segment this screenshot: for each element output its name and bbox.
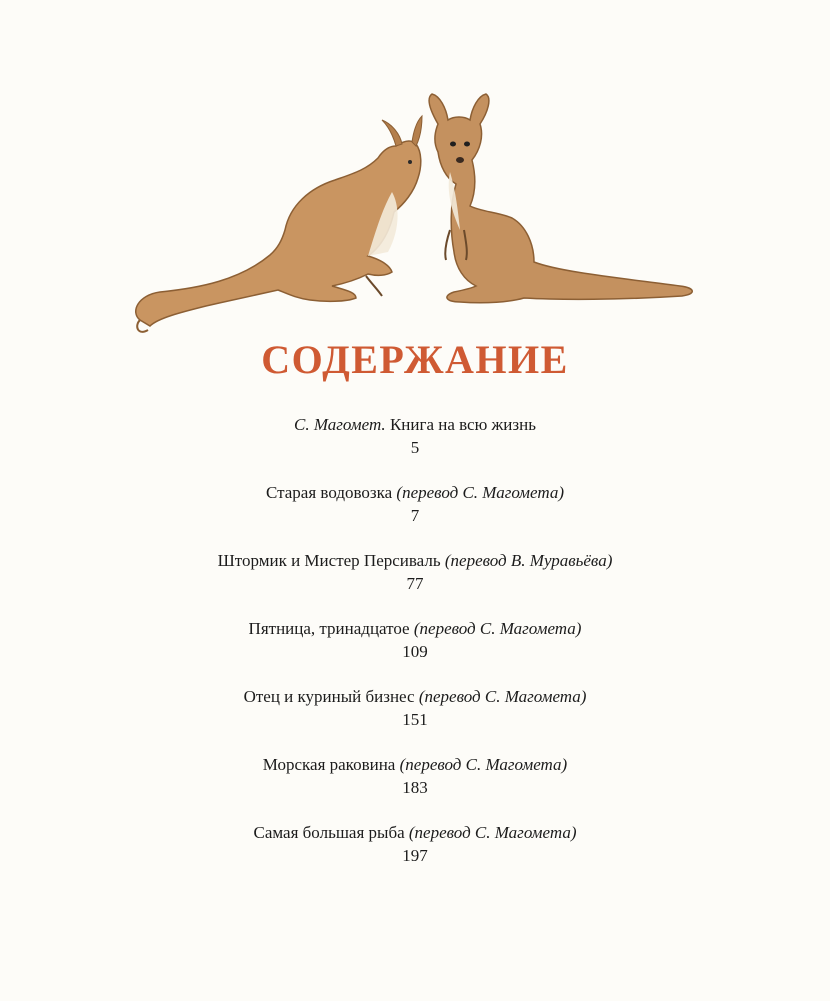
entry-translator-note: (перевод С. Магомета) [413,619,582,638]
entry-page-number: 77 [406,574,424,593]
entry-translator-note: (перевод С. Магомета) [418,687,587,706]
entry-translator-note: (перевод В. Муравьёва) [444,551,613,570]
entry-line [0,618,830,640]
entry-title: Пятница, тринадцатое [248,619,410,638]
right-kangaroo [429,94,692,303]
toc-entry[interactable] [0,618,830,686]
entry-page-number: 109 [402,642,428,661]
toc-entry[interactable] [0,482,830,550]
entry-translator-note: (перевод С. Магомета) [396,483,564,502]
toc-entry[interactable] [0,686,830,754]
entry-translator-note: (перевод С. Магомета) [399,755,568,774]
entry-title: Самая большая рыба [253,823,405,842]
entry-title: Отец и куриный бизнес [243,687,415,706]
entry-line [0,550,830,572]
entry-line [0,414,830,436]
entry-page-number: 183 [402,778,428,797]
entry-page-number: 151 [402,710,428,729]
toc-entry[interactable] [0,414,830,482]
left-kangaroo [136,116,422,332]
entry-author: С. Магомет. [294,415,386,434]
page-title: СОДЕРЖАНИЕ [261,337,569,382]
entry-title: Старая водовозка [266,483,393,502]
toc-entry[interactable] [0,550,830,618]
entry-title: Книга на всю жизнь [389,415,536,434]
entry-line [0,482,830,504]
table-of-contents [0,414,830,890]
entry-translator-note: (перевод С. Магомета) [408,823,577,842]
entry-title: Морская раковина [262,755,396,774]
toc-entry[interactable] [0,754,830,822]
entry-line [0,754,830,776]
entry-page-number: 197 [402,846,428,865]
entry-line [0,686,830,708]
toc-entry[interactable] [0,822,830,890]
kangaroo-illustration [120,80,710,340]
entry-line [0,822,830,844]
entry-title: Штормик и Мистер Персиваль [217,551,441,570]
entry-page-number: 7 [410,506,420,525]
entry-page-number: 5 [410,438,420,457]
